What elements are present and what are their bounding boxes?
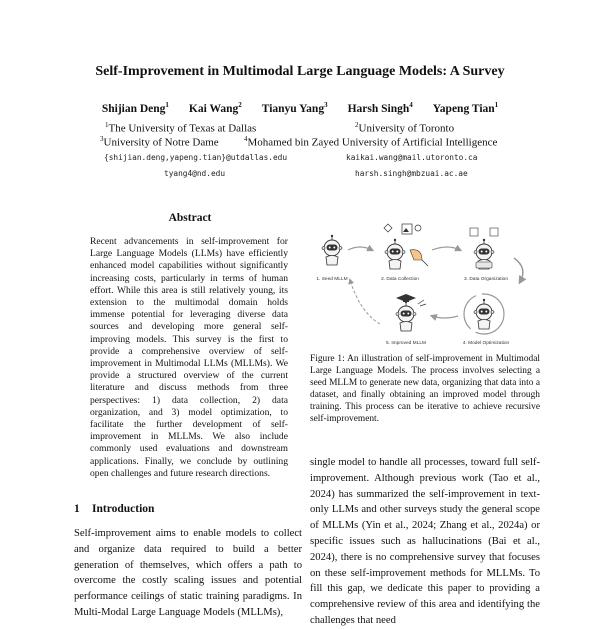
recursion-arrow-icon — [350, 280, 380, 324]
flow-arrow-icon — [432, 247, 460, 250]
data-organization-robot-icon — [470, 228, 498, 269]
model-optimization-robot-icon — [464, 294, 504, 334]
step-label: 2. Data Collection — [381, 277, 419, 282]
improved-mllm-robot-icon — [396, 294, 426, 331]
intro-text: Self-improvement aims to enable models to collect and organize data required to build a better generation of themselves, which offers a path to overcome the costly scaling issues and potential performance ceilings of static training paradigms. In Multi-Modal Large Language Models (MLLMs), — [74, 528, 302, 618]
email[interactable]: tyang4@nd.edu — [164, 169, 226, 178]
figure-caption: Figure 1: An illustration of self-improvement in Multimodal Large Language Models. The process involves selecting a seed MLLM to generate new data, organizing that data into a dataset, and finally obtaining an improved model through training. This process can be iterative to achieve recursive self-improvement. — [310, 354, 540, 425]
right-column-text: single model to handle all processes, toward full self-improvement. Although previous work (Tao et al., 2024) has summarized the self-improvement in text-only LLMs and other surveys study the general scope of MLLMs (Yin et al., 2024; Zhang et al., 2024a) or specific issues such as hallucinations (Bai et al., 2024), there is no comprehensive survey that focuses on these self-improvement methods for MLLMs. To fill this gap, we dedicate this paper to providing a comprehensive review of this area and identifying the challenges that need — [310, 457, 540, 626]
step-label: 1. Seed MLLM — [316, 277, 348, 282]
flow-arrow-icon — [514, 258, 523, 282]
step-label: 5. Improved MLLM — [386, 341, 426, 346]
paper-title: Self-Improvement in Multimodal Large Language Models: A Survey — [95, 64, 505, 79]
abstract-text: Recent advancements in self-improvement for Large Language Models (LLMs) have efficiently enhanced model capabilities without significantly increasing costs, particularly in terms of human effort. While this area is still relatively young, its extension to the multimodal domain holds immense potential for leveraging diverse data sources and developing more general self-improving models. This survey is the first to provide a comprehensive overview of self-improvement in Multimodal LLMs (MLLMs). We provide a structured overview of the current literature and discuss methods from three perspectives: 1) data collection, 2) data organization, and 3) model optimization, to facilitate the further development of self-improvement in MLLMs. We also include commonly used evaluations and downstream applications. Finally, we conclude by outlining open challenges and future research directions. — [90, 236, 288, 479]
author: Yapeng Tian$^1$ — [432, 101, 499, 115]
email[interactable]: {shijian.deng,yapeng.tian}@utdallas.edu — [104, 153, 288, 162]
author: Kai Wang$^2$ — [188, 101, 242, 115]
email[interactable]: harsh.singh@mbzuai.ac.ae — [355, 169, 468, 178]
step-label: 4. Model Optimization — [462, 341, 510, 346]
step-label: 3. Data Organization — [464, 277, 508, 282]
author-list — [0, 101, 600, 115]
seed-mllm-robot-icon — [322, 235, 342, 265]
affiliation: $^2$University of Toronto — [355, 121, 455, 135]
email[interactable]: kaikai.wang@mail.utoronto.ca — [346, 153, 478, 162]
abstract-heading: Abstract — [168, 212, 212, 224]
data-collection-robot-icon — [384, 224, 428, 269]
author: Tianyu Yang$^3$ — [261, 101, 328, 115]
flow-arrow-icon — [348, 247, 372, 250]
affiliation: $^3$University of Notre Dame — [100, 135, 219, 149]
author: Harsh Singh$^4$ — [347, 101, 413, 115]
affiliation: $^1$The University of Texas at Dallas — [105, 121, 257, 135]
affiliation: $^4$Mohamed bin Zayed University of Artificial Intelligence — [244, 135, 498, 149]
section-heading: 1 Introduction — [74, 503, 155, 515]
flow-arrow-icon — [432, 316, 458, 318]
author: Shijian Deng$^1$ — [101, 101, 169, 115]
self-improvement-figure — [310, 220, 540, 350]
